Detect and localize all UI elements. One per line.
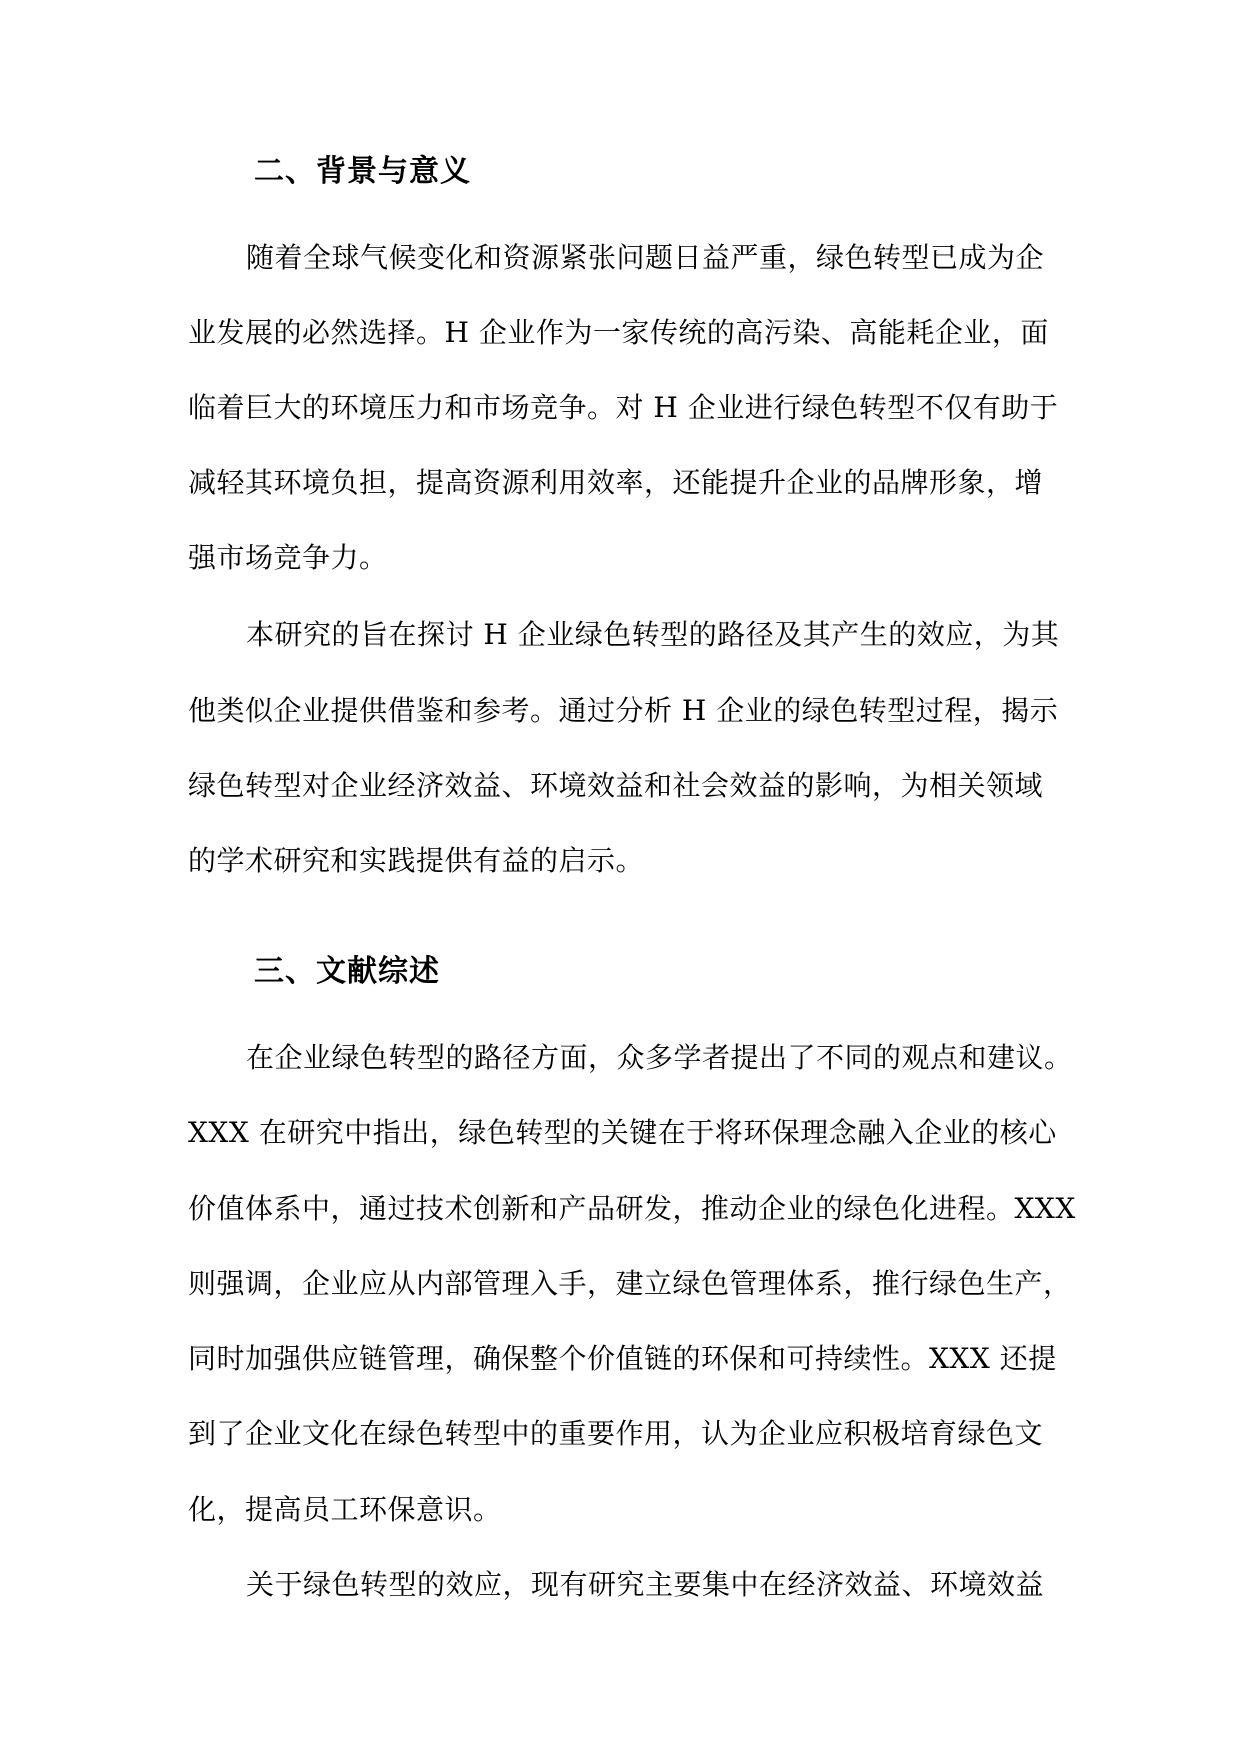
- paragraph-line: 随着全球气候变化和资源紧张问题日益严重，绿色转型已成为企: [246, 241, 1045, 274]
- paragraph-line: 则强调，企业应从内部管理入手，建立绿色管理体系，推行绿色生产，: [188, 1267, 1072, 1300]
- paragraph-line: XXX 在研究中指出，绿色转型的关键在于将环保理念融入企业的核心: [188, 1116, 1057, 1149]
- paragraph-line: 化，提高员工环保意识。: [188, 1493, 502, 1526]
- paragraph-line: 的学术研究和实践提供有益的启示。: [188, 844, 645, 877]
- paragraph-line: 他类似企业提供借鉴和参考。通过分析 H 企业的绿色转型过程，揭示: [188, 694, 1059, 727]
- paragraph-line: 业发展的必然选择。H 企业作为一家传统的高污染、高能耗企业，面: [188, 316, 1049, 349]
- paragraph-line: 本研究的旨在探讨 H 企业绿色转型的路径及其产生的效应，为其: [246, 618, 1060, 651]
- section-heading-literature-review: 三、文献综述: [254, 954, 440, 989]
- paragraph-line: 价值体系中，通过技术创新和产品研发，推动企业的绿色化进程。XXX: [188, 1192, 1076, 1225]
- paragraph-line: 在企业绿色转型的路径方面，众多学者提出了不同的观点和建议。: [246, 1041, 1073, 1074]
- paragraph-line: 关于绿色转型的效应，现有研究主要集中在经济效益、环境效益: [246, 1568, 1045, 1601]
- paragraph-line: 临着巨大的环境压力和市场竞争。对 H 企业进行绿色转型不仅有助于: [188, 391, 1059, 424]
- paragraph-line: 强市场竞争力。: [188, 541, 388, 574]
- paragraph-line: 到了企业文化在绿色转型中的重要作用，认为企业应积极培育绿色文: [188, 1417, 1044, 1450]
- paragraph-line: 减轻其环境负担，提高资源利用效率，还能提升企业的品牌形象，增: [188, 466, 1044, 499]
- paragraph-line: 同时加强供应链管理，确保整个价值链的环保和可持续性。XXX 还提: [188, 1342, 1057, 1375]
- paragraph-line: 绿色转型对企业经济效益、环境效益和社会效益的影响，为相关领域: [188, 769, 1044, 802]
- section-heading-background: 二、背景与意义: [254, 154, 471, 189]
